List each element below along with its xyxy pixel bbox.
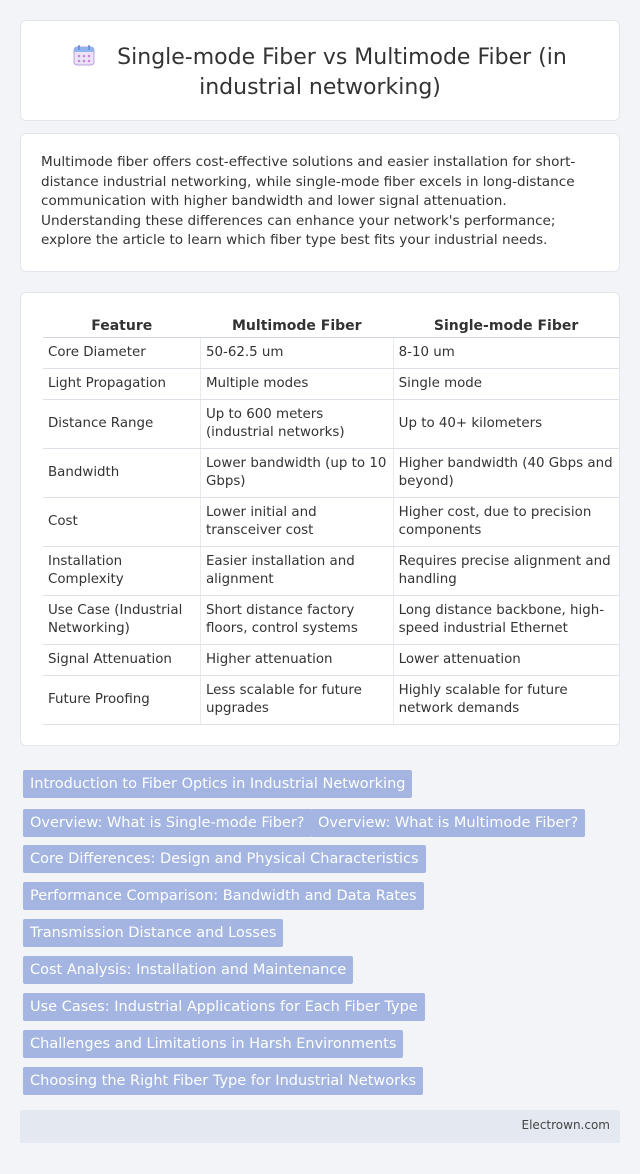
- topic-link-use-cases[interactable]: Use Cases: Industrial Applications for Each Fiber Type: [23, 993, 425, 1021]
- topic-link-performance[interactable]: Performance Comparison: Bandwidth and Data Rates: [23, 882, 424, 910]
- table-row: [43, 400, 619, 449]
- table-cell: Lower attenuation: [393, 645, 619, 676]
- table-cell: Higher cost, due to precision components: [393, 498, 619, 547]
- table-cell: Easier installation and alignment: [200, 547, 393, 596]
- footer: [20, 1110, 620, 1143]
- page-title-wrap: [61, 43, 579, 103]
- table-row: [43, 547, 619, 596]
- table-cell: Light Propagation: [43, 369, 200, 400]
- intro-paragraph: Multimode fiber offers cost-effective solutions and easier installation for short-distance industrial networking, while single-mode fiber excels in long-distance communication with higher bandwidth and lower signal attenuation. Understanding these differences can enhance your network's performance; explore the article to learn which fiber type best fits your industrial needs.: [41, 154, 576, 249]
- topic-link-choosing[interactable]: Choosing the Right Fiber Type for Industrial Networks: [23, 1067, 423, 1095]
- table-cell: Up to 40+ kilometers: [393, 400, 619, 449]
- comparison-table-card: [20, 292, 620, 746]
- topic-link-challenges[interactable]: Challenges and Limitations in Harsh Environments: [23, 1030, 403, 1058]
- table-cell: Multiple modes: [200, 369, 393, 400]
- table-row: [43, 369, 619, 400]
- table-cell: Lower initial and transceiver cost: [200, 498, 393, 547]
- table-cell: Bandwidth: [43, 449, 200, 498]
- table-header-multimode: Multimode Fiber: [200, 315, 393, 338]
- footer-brand: Electrown.com: [521, 1118, 610, 1132]
- title-card: [20, 20, 620, 121]
- topic-link-cost-analysis[interactable]: Cost Analysis: Installation and Maintenance: [23, 956, 353, 984]
- table-cell: Long distance backbone, high-speed industrial Ethernet: [393, 596, 619, 645]
- table-cell: Distance Range: [43, 400, 200, 449]
- table-row: [43, 449, 619, 498]
- table-cell: Less scalable for future upgrades: [200, 676, 393, 725]
- table-header-feature: Feature: [43, 315, 200, 338]
- table-cell: Lower bandwidth (up to 10 Gbps): [200, 449, 393, 498]
- topic-link-core-differences[interactable]: Core Differences: Design and Physical Characteristics: [23, 845, 426, 873]
- table-cell: Installation Complexity: [43, 547, 200, 596]
- table-cell: 50-62.5 um: [200, 338, 393, 369]
- table-cell: Single mode: [393, 369, 619, 400]
- calendar-icon: [73, 44, 95, 66]
- table-cell: Future Proofing: [43, 676, 200, 725]
- table-cell: Requires precise alignment and handling: [393, 547, 619, 596]
- topic-link-single-mode-overview[interactable]: Overview: What is Single-mode Fiber?: [23, 809, 312, 837]
- table-cell: 8-10 um: [393, 338, 619, 369]
- table-row: [43, 645, 619, 676]
- topic-link-multimode-overview[interactable]: Overview: What is Multimode Fiber?: [311, 809, 585, 837]
- table-cell: Use Case (Industrial Networking): [43, 596, 200, 645]
- table-cell: Signal Attenuation: [43, 645, 200, 676]
- table-row: [43, 498, 619, 547]
- intro-card: [20, 133, 620, 272]
- table-cell: Core Diameter: [43, 338, 200, 369]
- table-cell: Up to 600 meters (industrial networks): [200, 400, 393, 449]
- table-row: [43, 676, 619, 725]
- table-cell: Short distance factory floors, control systems: [200, 596, 393, 645]
- table-cell: Cost: [43, 498, 200, 547]
- table-row: [43, 338, 619, 369]
- table-header-row: [43, 315, 619, 338]
- topic-link-transmission[interactable]: Transmission Distance and Losses: [23, 919, 283, 947]
- page-title: Single-mode Fiber vs Multimode Fiber (in industrial networking): [117, 45, 567, 100]
- topic-link-introduction[interactable]: Introduction to Fiber Optics in Industrial Networking: [23, 770, 412, 798]
- comparison-table: [43, 315, 619, 725]
- table-cell: Highly scalable for future network demands: [393, 676, 619, 725]
- table-header-singlemode: Single-mode Fiber: [393, 315, 619, 338]
- table-cell: Higher attenuation: [200, 645, 393, 676]
- table-row: [43, 596, 619, 645]
- table-cell: Higher bandwidth (40 Gbps and beyond): [393, 449, 619, 498]
